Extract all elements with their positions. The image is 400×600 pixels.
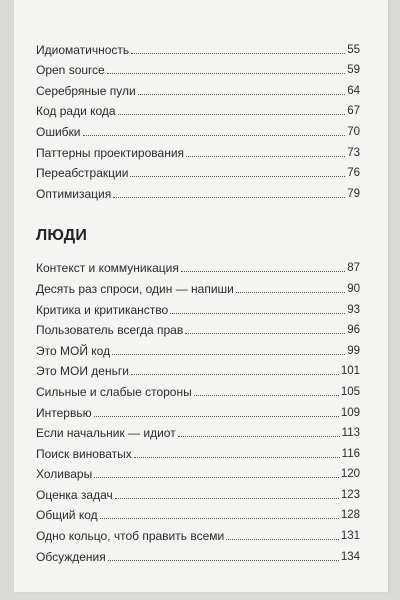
dot-leader: [185, 333, 345, 334]
toc-entry-title: Обсуждения: [36, 549, 106, 564]
toc-entry: [36, 98, 360, 119]
toc-entry-page: 123: [340, 488, 360, 501]
toc-entry-page: 90: [347, 282, 360, 295]
toc-entry: [36, 275, 360, 296]
toc-entry-page: 59: [347, 64, 360, 77]
toc-entry-page: 131: [340, 530, 360, 543]
toc-entry-title: Десять раз спроси, один — напиши: [36, 281, 234, 296]
toc-entry-title: Ошибки: [36, 124, 81, 139]
toc-entry-title: Поиск виноватых: [36, 446, 132, 461]
toc-entry-title: Одно кольцо, чтоб править всеми: [36, 529, 225, 544]
toc-entry: [36, 378, 360, 399]
toc-entry-page: 93: [347, 303, 360, 316]
toc-entry-page: 79: [347, 187, 360, 200]
toc-entry-page: 73: [347, 146, 360, 159]
toc-entry-page: 87: [347, 262, 360, 275]
toc-group-1: [36, 36, 360, 201]
toc-entry: [36, 337, 360, 358]
toc-entry: [36, 481, 360, 502]
toc-entry: [36, 420, 360, 441]
dot-leader: [115, 498, 339, 499]
dot-leader: [94, 416, 339, 417]
dot-leader: [178, 436, 340, 437]
dot-leader: [94, 477, 339, 478]
toc-entry-title: Это МОЙ код: [36, 343, 111, 358]
toc-entry-title: Общий код: [36, 508, 98, 523]
toc-entry-page: 67: [347, 105, 360, 118]
book-page: [14, 0, 388, 592]
toc-entry: [36, 522, 360, 543]
toc-entry-page: 99: [347, 344, 360, 357]
toc-entry-page: 70: [347, 125, 360, 138]
dot-leader: [83, 135, 346, 136]
toc-entry: [36, 440, 360, 461]
dot-leader: [186, 156, 345, 157]
toc-entry: [36, 296, 360, 317]
toc-entry: [36, 461, 360, 482]
dot-leader: [181, 271, 345, 272]
toc-entry-page: 120: [340, 468, 360, 481]
toc-entry: [36, 118, 360, 139]
dot-leader: [100, 518, 339, 519]
toc-entry: [36, 77, 360, 98]
dot-leader: [131, 374, 339, 375]
toc-entry-title: Паттерны проектирования: [36, 145, 185, 160]
toc-entry: [36, 317, 360, 338]
toc-group-2: [36, 255, 360, 564]
toc-entry: [36, 36, 360, 57]
toc-entry-title: Open source: [36, 63, 105, 78]
toc-entry: [36, 358, 360, 379]
toc-entry: [36, 139, 360, 160]
toc-entry-title: Холивары: [36, 467, 93, 482]
dot-leader: [107, 73, 345, 74]
toc-entry: [36, 399, 360, 420]
dot-leader: [226, 539, 339, 540]
toc-entry-page: 101: [340, 365, 360, 378]
dot-leader: [134, 457, 340, 458]
dot-leader: [108, 560, 339, 561]
toc-entry-title: Оценка задач: [36, 487, 113, 502]
toc-entry-title: Интервью: [36, 405, 92, 420]
toc-entry-title: Если начальник — идиот: [36, 426, 176, 441]
dot-leader: [118, 114, 346, 115]
toc-entry-page: 105: [340, 385, 360, 398]
toc-entry-page: 128: [340, 509, 360, 522]
toc-entry: [36, 255, 360, 276]
toc-entry-page: 64: [347, 84, 360, 97]
toc-entry-title: Критика и критиканство: [36, 302, 169, 317]
section-title: ЛЮДИ: [36, 226, 88, 244]
toc-entry: [36, 502, 360, 523]
toc-entry-page: 55: [347, 43, 360, 56]
toc-entry-title: Пользователь всегда прав: [36, 323, 184, 338]
toc-entry-title: Переабстракции: [36, 166, 129, 181]
toc-entry-title: Сильные и слабые стороны: [36, 384, 192, 399]
toc-entry-title: Оптимизация: [36, 186, 112, 201]
toc-entry-title: Это МОИ деньги: [36, 364, 129, 379]
toc-entry-page: 76: [347, 167, 360, 180]
toc-entry-page: 96: [347, 324, 360, 337]
toc-entry-page: 113: [341, 427, 360, 440]
dot-leader: [138, 94, 346, 95]
dot-leader: [194, 395, 339, 396]
toc-entry-page: 134: [340, 550, 360, 563]
toc-entry: [36, 160, 360, 181]
dot-leader: [236, 292, 345, 293]
dot-leader: [130, 176, 345, 177]
toc-entry: [36, 180, 360, 201]
toc-entry-page: 109: [340, 406, 360, 419]
toc-entry-title: Контекст и коммуникация: [36, 261, 179, 276]
dot-leader: [131, 53, 345, 54]
dot-leader: [112, 354, 345, 355]
toc-entry-page: 116: [341, 447, 360, 460]
toc-entry: [36, 543, 360, 564]
toc-entry: [36, 57, 360, 78]
toc-entry-title: Идиоматичность: [36, 42, 130, 57]
dot-leader: [170, 313, 345, 314]
toc-entry-title: Серебряные пули: [36, 83, 136, 98]
dot-leader: [113, 197, 345, 198]
table-of-contents: [36, 36, 360, 564]
toc-entry-title: Код ради кода: [36, 104, 116, 119]
